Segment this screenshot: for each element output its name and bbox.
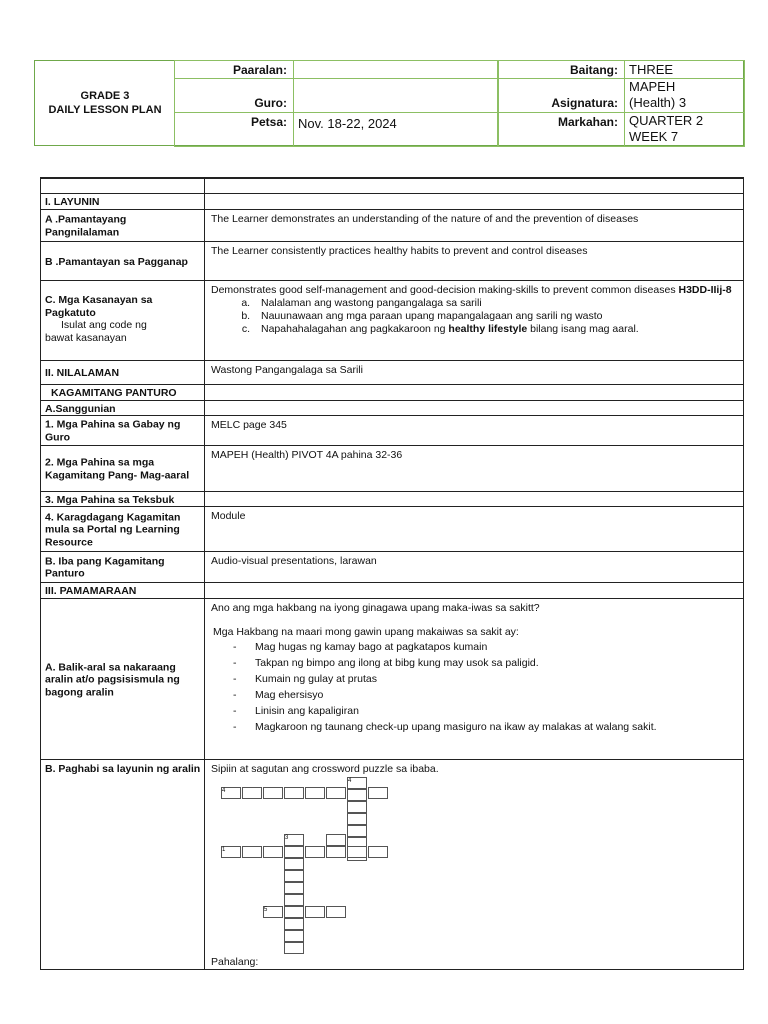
- crossword-number: 4: [222, 788, 226, 794]
- objectives-list: [211, 297, 739, 336]
- kagamitang-panturo-heading: KAGAMITANG PANTURO: [51, 386, 177, 399]
- pamamaraan-heading: III. PAMAMARAAN: [45, 584, 137, 597]
- competency-code: H3DD-IIij-8: [678, 284, 732, 296]
- list-item: - Mag ehersisyo: [233, 687, 739, 703]
- crossword-cell[interactable]: [368, 787, 388, 799]
- crossword-cell[interactable]: [305, 846, 325, 858]
- asignatura-value: [624, 78, 745, 113]
- gabay-guro-label: 1. Mga Pahina sa Gabay ng Guro: [45, 418, 181, 443]
- table-row: [41, 759, 743, 970]
- crossword-cell[interactable]: [347, 813, 367, 825]
- list-item: - Takpan ng bimpo ang ilong at bibg kung may usok sa paligid.: [233, 655, 739, 671]
- gabay-guro-text: MELC page 345: [211, 419, 287, 431]
- baitang-value: THREE: [624, 60, 745, 79]
- paaralan-value: [293, 60, 498, 79]
- paghabi-text: Sipiin at sagutan ang crossword puzzle sa ibaba.: [211, 763, 439, 775]
- list-item: c. Napahahalagahan ang pagkakaroon ng healthy lifestyle bilang isang mag aaral.: [253, 323, 739, 336]
- crossword-cell[interactable]: [263, 846, 283, 858]
- crossword-number: 1: [222, 847, 226, 853]
- crossword-cell[interactable]: [284, 906, 304, 918]
- table-row: [41, 360, 743, 385]
- list-item: - Mag hugas ng kamay bago at pagkatapos kumain: [233, 639, 739, 655]
- kasanayan-text: [211, 284, 739, 336]
- crossword-number: 4: [348, 778, 352, 784]
- crossword-cell[interactable]: [305, 906, 325, 918]
- crossword-cell[interactable]: [284, 882, 304, 894]
- table-row: [41, 415, 743, 446]
- plan-subtitle: DAILY LESSON PLAN: [48, 104, 162, 116]
- crossword-cell[interactable]: [284, 858, 304, 870]
- crossword-number: 5: [264, 907, 268, 913]
- kagamitang-mag-aaral-text: MAPEH (Health) PIVOT 4A pahina 32-36: [211, 449, 403, 461]
- list-item: - Linisin ang kapaligiran: [233, 703, 739, 719]
- crossword-cell[interactable]: [284, 894, 304, 906]
- paaralan-label: Paaralan:: [174, 60, 294, 79]
- crossword-cell[interactable]: [326, 787, 346, 799]
- pamantayang-pangnilalaman-label: A .Pamantayang Pangnilalaman: [45, 213, 127, 238]
- asignatura-label: Asignatura:: [498, 78, 625, 113]
- list-item: a. Nalalaman ang wastong pangangalaga sa sarili: [253, 297, 739, 310]
- crossword-cell[interactable]: [347, 825, 367, 837]
- table-row: [41, 384, 743, 401]
- crossword-cell[interactable]: [242, 787, 262, 799]
- crossword-cell[interactable]: [347, 789, 367, 801]
- kasanayan-title: C. Mga Kasanayan sa Pagkatuto: [45, 294, 153, 319]
- kagamitang-mag-aaral-label: 2. Mga Pahina sa mga Kagamitang Pang- Mag-aaral: [45, 456, 190, 481]
- table-row: [41, 491, 743, 507]
- petsa-value: Nov. 18-22, 2024: [293, 112, 498, 147]
- kasanayan-description: Demonstrates good self-management and good-decision making-skills to prevent common diseases: [211, 284, 676, 296]
- pahalang-label: Pahalang:: [211, 956, 259, 968]
- pamantayang-pangnilalaman-text: The Learner demonstrates an understanding of the nature of and the prevention of diseases: [211, 213, 639, 225]
- crossword-cell[interactable]: [347, 801, 367, 813]
- table-row: [41, 193, 743, 210]
- list-item: - Kumain ng gulay at prutas: [233, 671, 739, 687]
- crossword-cell[interactable]: [368, 846, 388, 858]
- nilalaman-label: II. NILALAMAN: [45, 366, 120, 379]
- balik-aral-question: Ano ang mga hakbang na iyong ginagawa upang maka-iwas sa sakitt?: [211, 602, 540, 614]
- iba-kagamitan-text: Audio-visual presentations, larawan: [211, 555, 377, 567]
- baitang-label: Baitang:: [498, 60, 625, 79]
- table-row: [41, 551, 743, 583]
- teksbuk-label: 3. Mga Pahina sa Teksbuk: [45, 493, 175, 506]
- crossword-cell[interactable]: [263, 787, 283, 799]
- nilalaman-text: Wastong Pangangalaga sa Sarili: [211, 364, 363, 376]
- crossword-cell[interactable]: [284, 846, 304, 858]
- header-table: [34, 60, 744, 146]
- sanggunian-heading: A.Sanggunian: [45, 402, 116, 415]
- markahan-value-line1: QUARTER 2: [629, 113, 704, 128]
- markahan-value: [624, 112, 745, 147]
- table-row: [41, 241, 743, 281]
- table-row: [41, 400, 743, 416]
- markahan-label: Markahan:: [498, 112, 625, 147]
- kasanayan-sub2: bawat kasanayan: [45, 331, 127, 344]
- table-row: [41, 582, 743, 599]
- crossword-puzzle: [221, 778, 401, 954]
- asignatura-value-line2: (Health) 3: [629, 95, 687, 110]
- table-row: [41, 506, 743, 552]
- crossword-cell[interactable]: [326, 846, 346, 858]
- balik-aral-content: [211, 602, 739, 735]
- list-item: - Magkaroon ng taunang check-up upang masiguro na ikaw ay malakas at walang sakit.: [233, 719, 739, 735]
- paghabi-label: B. Paghabi sa layunin ng aralin: [45, 763, 201, 775]
- lesson-table: [40, 177, 744, 970]
- crossword-cell[interactable]: [305, 787, 325, 799]
- plan-title: [35, 61, 175, 145]
- kasanayan-sub1: Isulat ang code ng: [61, 319, 147, 331]
- balik-aral-intro: Mga Hakbang na maari mong gawin upang makaiwas sa sakit ay:: [213, 626, 519, 638]
- crossword-cell[interactable]: [284, 870, 304, 882]
- markahan-value-line2: WEEK 7: [629, 129, 679, 144]
- crossword-cell[interactable]: [284, 930, 304, 942]
- petsa-label: Petsa:: [174, 112, 294, 147]
- list-item: b. Nauunawaan ang mga paraan upang mapangalagaan ang sarili ng wasto: [253, 310, 739, 323]
- table-row: [41, 445, 743, 492]
- kasanayan-label: [45, 294, 201, 344]
- iba-kagamitan-label: B. Iba pang Kagamitang Panturo: [45, 555, 165, 580]
- steps-list: [211, 639, 739, 735]
- pamantayan-pagganap-label: B .Pamantayan sa Pagganap: [45, 255, 188, 268]
- crossword-cell[interactable]: [242, 846, 262, 858]
- table-row: [41, 598, 743, 760]
- table-row: [41, 178, 743, 194]
- section-layunin: I. LAYUNIN: [45, 195, 100, 208]
- guro-value: [293, 78, 498, 113]
- crossword-cell[interactable]: [284, 942, 304, 954]
- crossword-cell[interactable]: [326, 834, 346, 846]
- crossword-number: 3: [285, 835, 289, 841]
- crossword-cell[interactable]: [284, 787, 304, 799]
- grade-title: GRADE 3: [80, 90, 130, 102]
- crossword-cell[interactable]: [347, 846, 367, 858]
- pamantayan-pagganap-text: The Learner consistently practices healthy habits to prevent and control diseases: [211, 245, 588, 257]
- karagdagang-kagamitan-text: Module: [211, 510, 246, 522]
- balik-aral-label: A. Balik-aral sa nakaraang aralin at/o pagsisismula ng bagong aralin: [45, 660, 180, 698]
- table-row: [41, 209, 743, 242]
- guro-label: Guro:: [174, 78, 294, 113]
- crossword-cell[interactable]: [284, 918, 304, 930]
- asignatura-value-line1: MAPEH: [629, 79, 676, 94]
- karagdagang-kagamitan-label: 4. Karagdagang Kagamitan mula sa Portal ng Learning Resource: [45, 510, 181, 548]
- crossword-cell[interactable]: [326, 906, 346, 918]
- table-row: [41, 280, 743, 361]
